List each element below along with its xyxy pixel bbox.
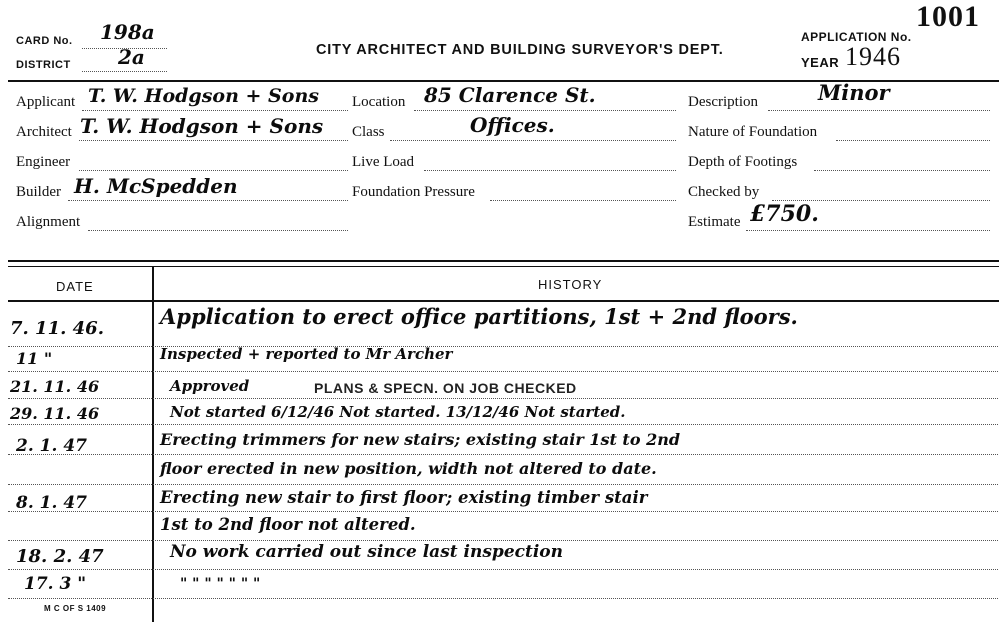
location-label: Location [352,94,406,110]
estimate-value: £750. [750,201,819,227]
history-row-1-date: 7. 11. 46. [10,318,104,339]
builder-value: H. McSpedden [74,174,238,198]
card-no-value: 198a [100,20,155,44]
description-value: Minor [818,80,890,105]
history-row-2-date: 11 " [16,349,53,368]
history-row-3-date: 21. 11. 46 [10,377,100,396]
history-top-rule [8,260,999,262]
checked-by-label: Checked by [688,184,760,200]
location-value: 85 Clarence St. [424,83,596,107]
applicant-value: T. W. Hodgson + Sons [88,85,319,107]
architect-label: Architect [16,124,72,140]
architect-value: T. W. Hodgson + Sons [80,114,324,138]
builder-label: Builder [16,184,61,200]
class-label: Class [352,124,385,140]
application-label: APPLICATION No. [801,30,912,44]
depth-of-footings-label: Depth of Footings [688,154,798,170]
checked-stamp: PLANS & SPECN. ON JOB CHECKED [314,380,577,396]
district-value: 2a [118,45,145,69]
dept-title: CITY ARCHITECT AND BUILDING SURVEYOR'S DEPT. [316,42,724,58]
year-label: YEAR [801,55,840,70]
history-row-9-date: 18. 2. 47 [16,546,104,567]
engineer-label: Engineer [16,154,71,170]
estimate-label: Estimate [688,214,741,230]
history-row-1-text: Application to erect office partitions, 1st + 2nd floors. [160,304,798,329]
history-row-9-text: No work carried out since last inspection [170,542,563,562]
card-no-label: CARD No. [16,35,73,47]
live-load-label: Live Load [352,154,415,170]
history-top-rule-2 [8,266,999,267]
history-row-6-text: floor erected in new position, width not altered to date. [160,459,657,478]
history-row-8-text: 1st to 2nd floor not altered. [160,515,416,534]
application-number: 1001 [916,0,980,33]
history-row-10-date: 17. 3 " [24,574,87,594]
class-value: Offices. [470,113,555,137]
form-code: M C OF S 1409 [44,604,107,613]
history-row-7-date: 8. 1. 47 [16,493,87,513]
description-label: Description [688,94,758,110]
history-header-rule [8,300,999,302]
district-label: DISTRICT [16,59,71,71]
alignment-label: Alignment [16,214,81,230]
year-value: 1946 [845,42,901,71]
history-row-2-text: Inspected + reported to Mr Archer [160,345,453,363]
history-row-3-text: Approved [170,377,250,395]
history-row-7-text: Erecting new stair to first floor; existing timber stair [160,488,648,507]
applicant-label: Applicant [16,94,76,110]
history-row-5-text: Erecting trimmers for new stairs; existing stair 1st to 2nd [160,430,681,449]
foundation-pressure-label: Foundation Pressure [352,184,475,200]
nature-of-foundation-label: Nature of Foundation [688,124,818,140]
history-row-4-date: 29. 11. 46 [10,404,100,423]
date-header: DATE [56,279,94,294]
history-row-5-date: 2. 1. 47 [16,436,87,456]
history-header: HISTORY [538,277,603,292]
history-row-4-text: Not started 6/12/46 Not started. 13/12/46 Not started. [170,403,626,421]
history-row-10-text: " " " " " " " [180,576,261,592]
